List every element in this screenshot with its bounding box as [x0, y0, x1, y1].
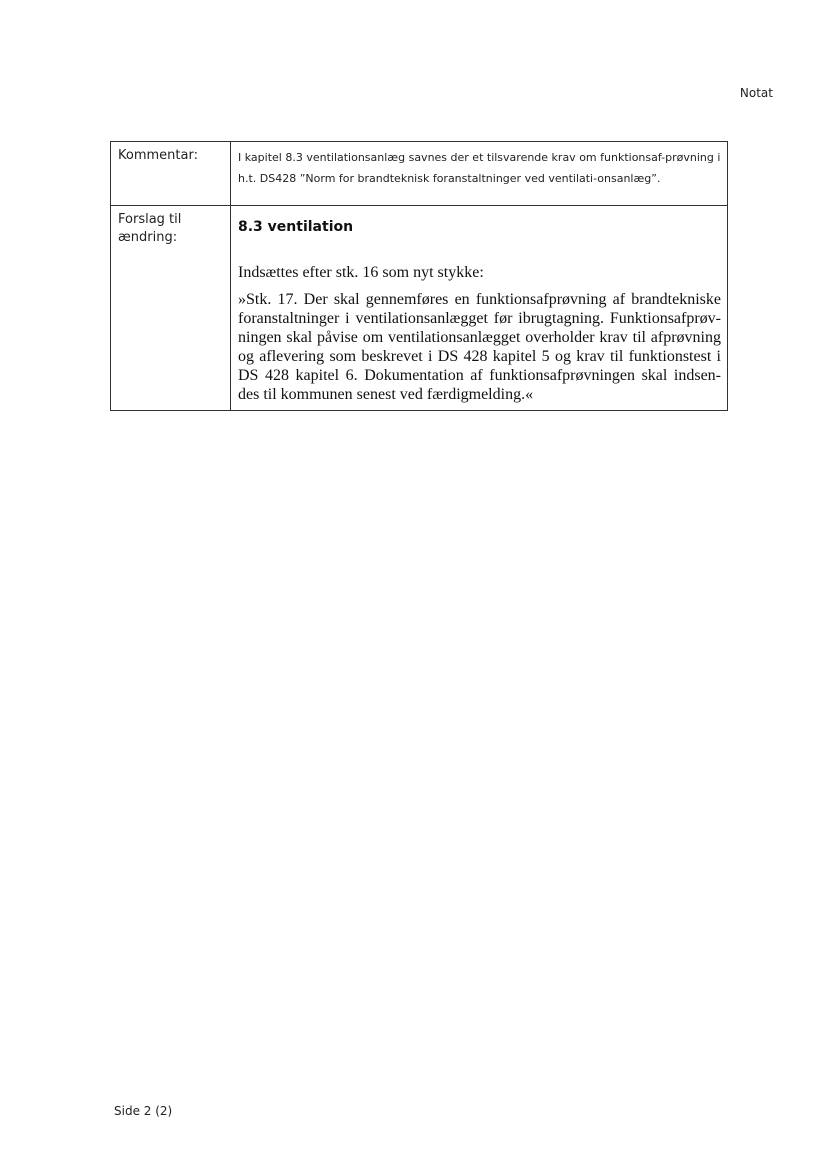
- kommentar-cell: [231, 142, 728, 206]
- kommentar-text: I kapitel 8.3 ventilationsanlæg savnes der et tilsvarende krav om funktionsaf-prøvning i h.t. DS428 ”Norm for brandteknisk foranstaltninger ved ventilati-onsanlæg”.: [238, 151, 721, 185]
- forslag-cell: [231, 206, 728, 411]
- page-number: Side 2 (2): [114, 1104, 173, 1118]
- stk-17-paragraph: »Stk. 17. Der skal gennemføres en funktionsafprøvning af brandtekniske foranstaltninger i ventilationsanlægget før ibrugtagning. Funktionsafprøv-ningen skal påvise om ventilationsanlægget overholder krav til afprøvning og aflevering som beskrevet i DS 428 kapitel 5 og krav til funktionstest i DS 428 kapitel 6. Dokumentation af funktionsafprøvningen skal indsen-des til kommunen senest ved færdigmelding.«: [238, 291, 721, 403]
- intro-line: Indsættes efter stk. 16 som nyt stykke:: [238, 264, 484, 281]
- table-row-forslag: [111, 206, 728, 411]
- kommentar-label: Kommentar:: [111, 142, 231, 206]
- comment-table: [110, 141, 728, 411]
- forslag-label: Forslag til ændring:: [111, 206, 231, 411]
- table-row-kommentar: [111, 142, 728, 206]
- section-heading: 8.3 ventilation: [238, 219, 354, 235]
- document-type-label: Notat: [739, 86, 773, 100]
